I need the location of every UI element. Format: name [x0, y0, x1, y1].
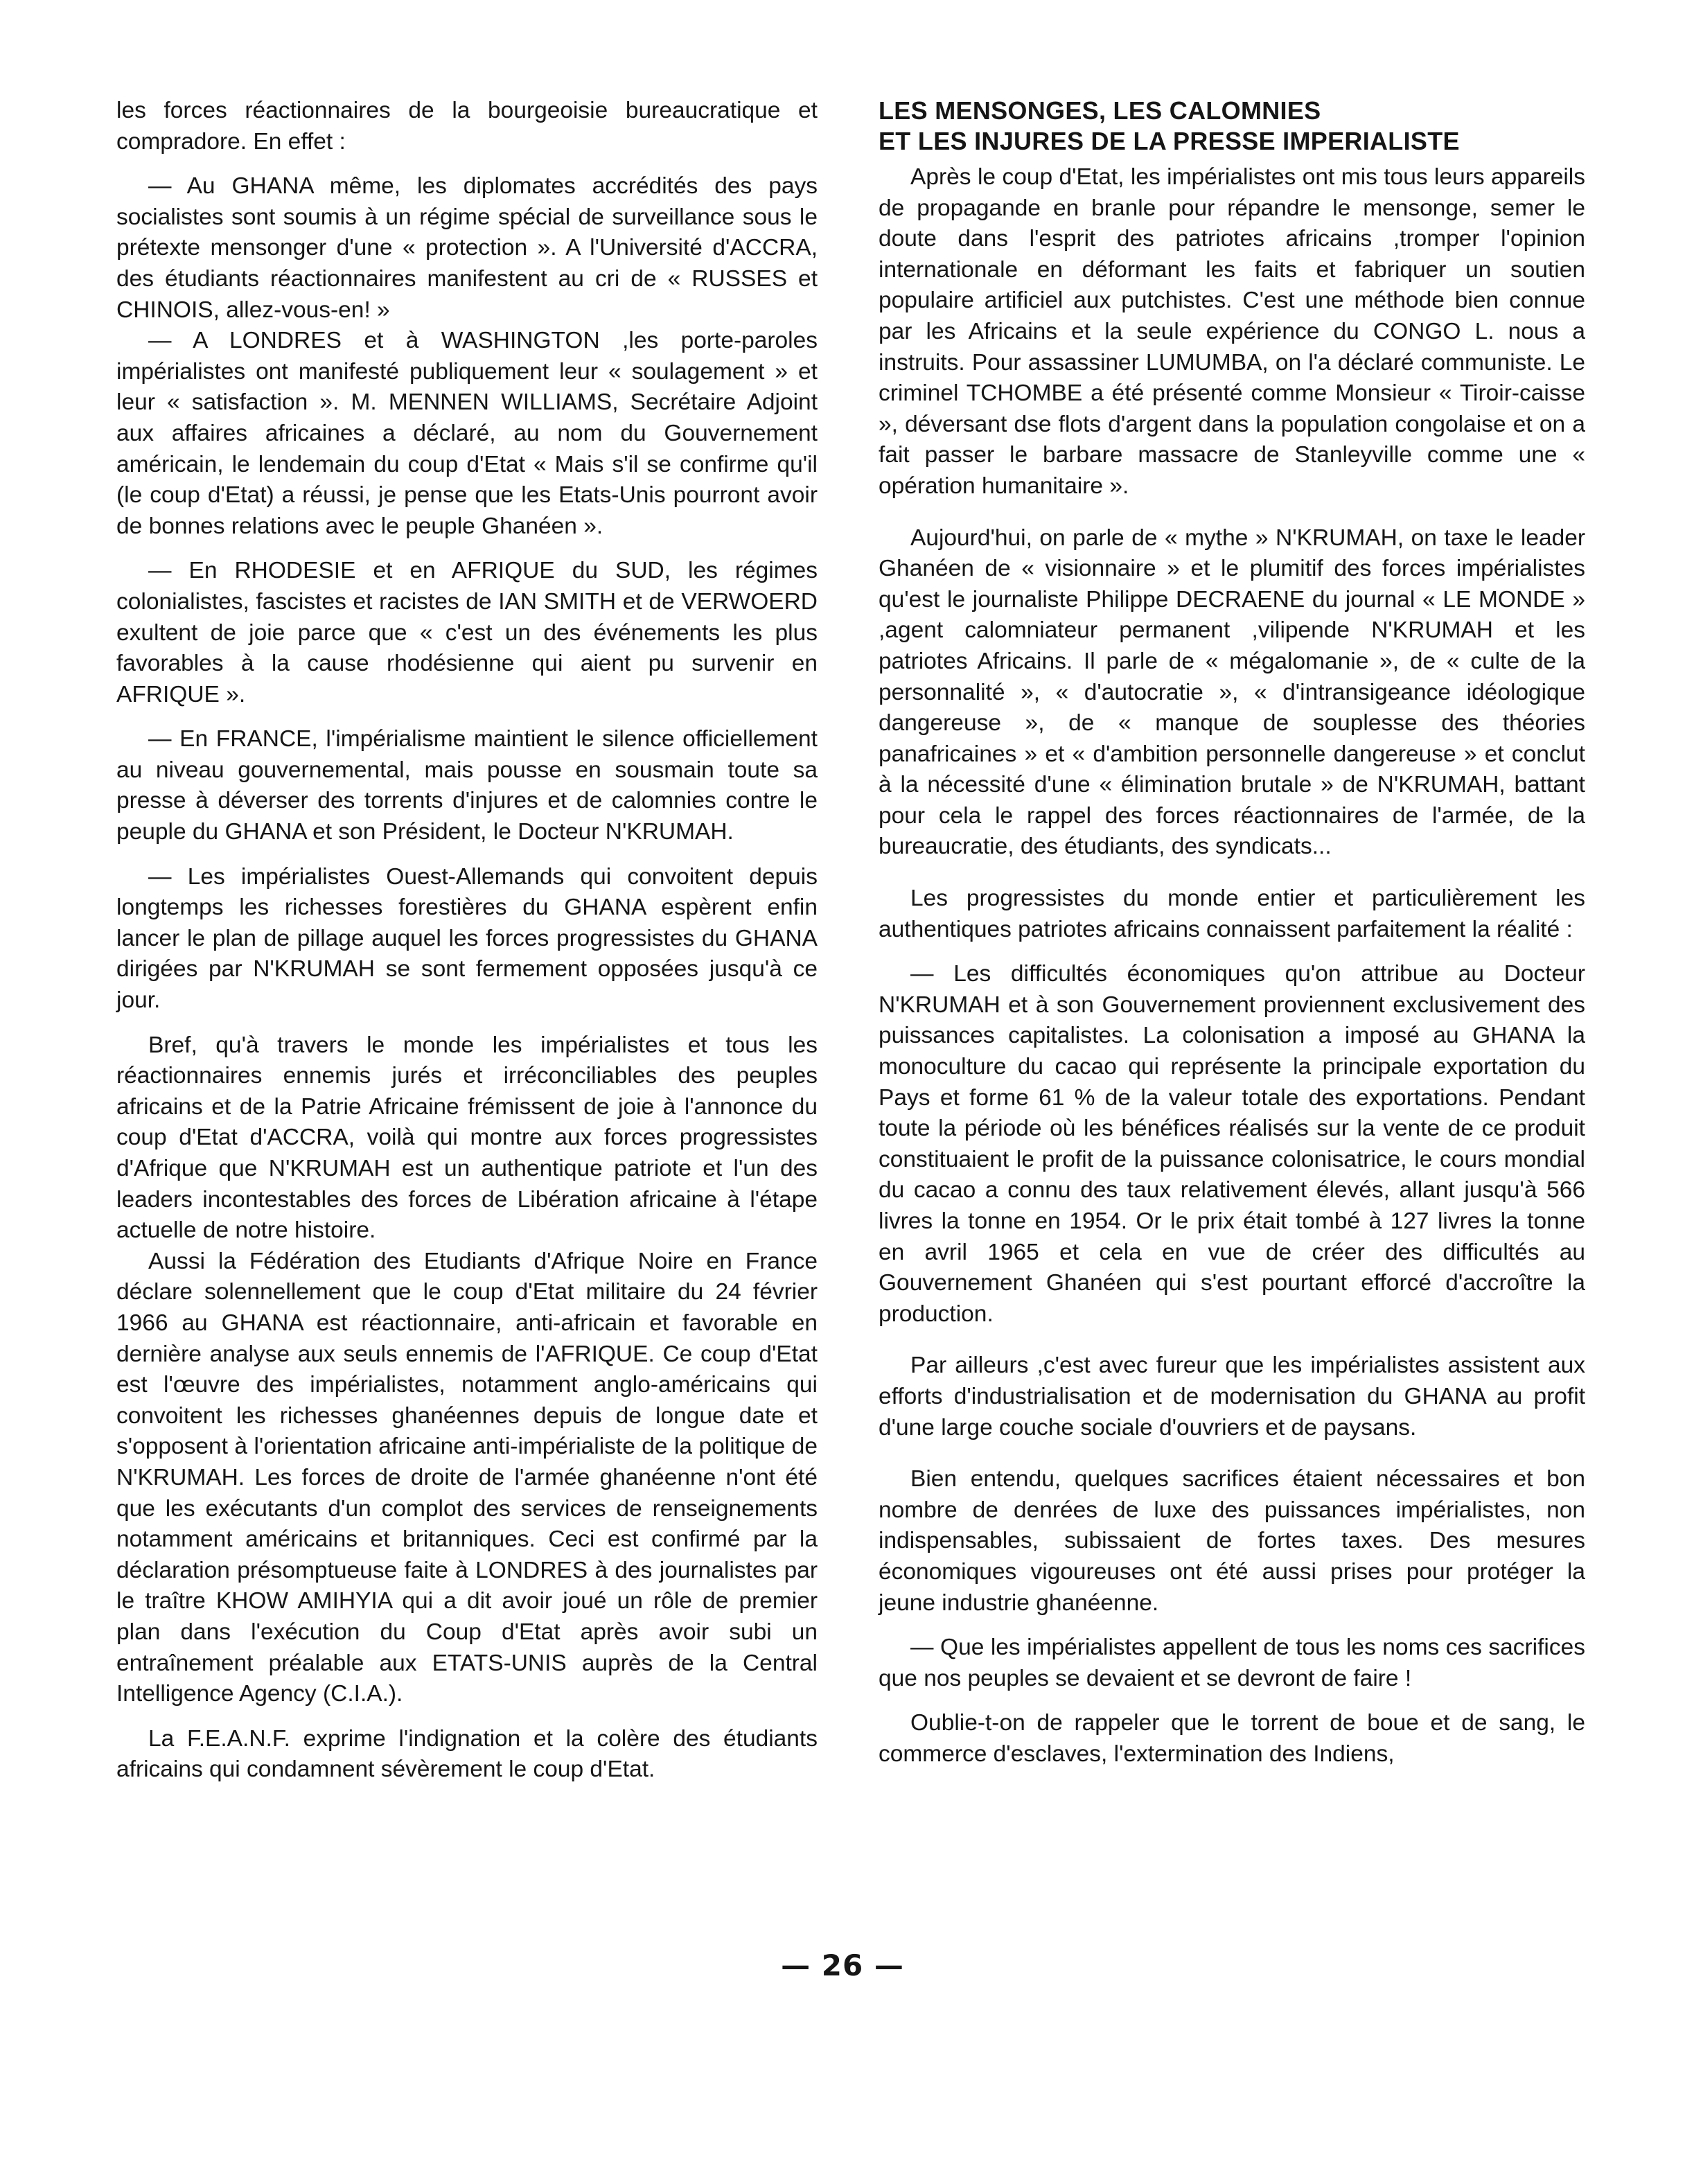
heading-line-2: ET LES INJURES DE LA PRESSE IMPERIALISTE: [879, 127, 1460, 155]
paragraph-propaganda: Après le coup d'Etat, les impérialistes ont mis tous leurs appareils de propagande en branle pour répandre le mensonge, semer le doute dans l'esprit des patriotes africains ,tromper l'opinion internationale en déformant les faits et fabriquer un soutien populaire artificiel aux putchistes. C'est une méthode bien connue par les Africains et la seule expérience du CONGO L. nous a instruits. Pour assassiner LUMUMBA, on l'a déclaré communiste. Le criminel TCHOMBE a été présenté comme Monsieur « Tiroir-caisse », déversant dse flots d'argent dans la population congolaise et on a fait passer le barbare massacre de Stanleyville comme une « opération humanitaire ».: [879, 164, 1585, 499]
paragraph-london-washington: — A LONDRES et à WASHINGTON ,les porte-paroles impérialistes ont manifesté publiquement leur « soulagement » et leur « satisfaction ». M. MENNEN WILLIAMS, Secrétaire Adjoint aux affaires africaines a déclaré, au nom du Gouvernement américain, le lendemain du coup d'Etat « Mais s'il se confirme qu'il (le coup d'Etat) a réussi, je pense que les Etats-Unis pourront avoir de bonnes relations avec le peuple Ghanéen ».: [116, 328, 818, 539]
right-column: [879, 96, 1585, 1770]
paragraph-oublie: Oublie-t-on de rappeler que le torrent de boue et de sang, le commerce d'esclaves, l'extermination des Indiens,: [879, 1710, 1585, 1767]
paragraph-progressistes: Les progressistes du monde entier et particulièrement les authentiques patriotes africains connaissent parfaitement la réalité :: [879, 886, 1585, 942]
paragraph-ghana: — Au GHANA même, les diplomates accrédités des pays socialistes sont soumis à un régime spécial de surveillance sous le prétexte mensonger d'une « protection ». A l'Université d'ACCRA, des étudiants réactionnaires manifestent au cri de « RUSSES et CHINOIS, allez-vous-en! »: [116, 173, 818, 323]
paragraph-continuation: les forces réactionnaires de la bourgeoisie bureaucratique et compradore. En effet :: [116, 98, 818, 155]
paragraph-feanf-declaration: Aussi la Fédération des Etudiants d'Afrique Noire en France déclare solennellement que le coup d'Etat militaire du 24 février 1966 au GHANA est réactionnaire, anti-africain et favorable en dernière analyse aux seuls ennemis de l'AFRIQUE. Ce coup d'Etat est l'œuvre des impérialistes, notamment anglo-américains qui convoitent les richesses ghanéennes depuis de longue date et s'opposent à l'orientation africaine anti-impérialiste de la politique de N'KRUMAH. Les forces de droite de l'armée ghanéenne n'ont été que les exécutants d'un complot des services de renseignements notamment américains et britanniques. Ceci est confirmé par la déclaration présomptueuse faite à LONDRES à des journalistes par le traître KHOW AMIHYIA qui a dit avoir joué un rôle de premier plan dans l'exécution du Coup d'Etat après avoir subi un entraînement préalable aux ETATS-UNIS auprès de la Central Intelligence Agency (C.I.A.).: [116, 1248, 818, 1707]
paragraph-industrialisation: Par ailleurs ,c'est avec fureur que les impérialistes assistent aux efforts d'industrialisation et de modernisation du GHANA au profit d'une large couche sociale d'ouvriers et de paysans.: [879, 1353, 1585, 1441]
paragraph-mythe: Aujourd'hui, on parle de « mythe » N'KRUMAH, on taxe le leader Ghanéen de « visionnaire » et le plumitif des forces impérialistes qu'est le journaliste Philippe DECRAENE du journal « LE MONDE » ,agent calomniateur permanent ,vilipende N'KRUMAH et les patriotes Africains. Il parle de « mégalomanie », de « culte de la personnalité », « d'autocratie », « d'intransigeance idéologique dangereuse », de « manque de souplesse des théories panafricaines » et « d'ambition personnelle dangereuse » et conclut à la nécessité d'une « élimination brutale » de N'KRUMAH, battant pour cela le rappel des forces réactionnaires de l'armée, de la bureaucratie, des étudiants, des syndicats...: [879, 525, 1585, 860]
paragraph-feanf-indignation: La F.E.A.N.F. exprime l'indignation et la colère des étudiants africains qui condamnent sévèrement le coup d'Etat.: [116, 1725, 818, 1783]
left-column: [116, 96, 818, 1786]
page-number: — 26 —: [781, 1948, 904, 1982]
heading-line-1: LES MENSONGES, LES CALOMNIES: [879, 96, 1321, 125]
paragraph-france: — En FRANCE, l'impérialisme maintient le silence officiellement au niveau gouvernemental, mais pousse en sousmain toute sa presse à déverser des torrents d'injures et de calomnies contre le peuple du GHANA et son Président, le Docteur N'KRUMAH.: [116, 726, 818, 845]
paragraph-noms: — Que les impérialistes appellent de tous les noms ces sacrifices que nos peuples se devaient et se devront de faire !: [879, 1635, 1585, 1691]
paragraph-rhodesia: — En RHODESIE et en AFRIQUE du SUD, les régimes colonialistes, fascistes et racistes de IAN SMITH et de VERWOERD exultent de joie parce que « c'est un des événements les plus favorables à la cause rhodésienne qui aient pu survenir en AFRIQUE ».: [116, 558, 818, 707]
paragraph-bref: Bref, qu'à travers le monde les impérialistes et tous les réactionnaires ennemis jurés et irréconciliables des peuples africains et de la Patrie Africaine frémissent de joie à l'annonce du coup d'Etat d'ACCRA, voilà qui montre aux forces progressistes d'Afrique que N'KRUMAH est un authentique patriote et l'un des leaders incontestables des forces de Libération africaine à l'étape actuelle de notre histoire.: [116, 1032, 818, 1244]
paragraph-sacrifices: Bien entendu, quelques sacrifices étaient nécessaires et bon nombre de denrées de luxe des puissances impérialistes, non indispensables, subissaient de fortes taxes. Des mesures économiques vigoureuses ont été aussi prises pour protéger la jeune industrie ghanéenne.: [879, 1466, 1585, 1616]
section-heading: [879, 96, 1585, 157]
paragraph-west-germany: — Les impérialistes Ouest-Allemands qui convoitent depuis longtemps les richesses forestières du GHANA espèrent enfin lancer le plan de pillage auquel les forces progressistes du GHANA dirigées par N'KRUMAH se sont fermement opposées jusqu'à ce jour.: [116, 863, 818, 1014]
paragraph-difficultes: — Les difficultés économiques qu'on attribue au Docteur N'KRUMAH et à son Gouvernement proviennent exclusivement des puissances capitalistes. La colonisation a imposé au GHANA la monoculture du cacao qui représente la principale exportation du Pays et forme 61 % de la valeur totale des exportations. Pendant toute la période où les bénéfices réalisés sur la vente de ce produit constituaient le profit de la puissance colonisatrice, le cours mondial du cacao a connu des taux relativement élevés, allant jusqu'à 566 livres la tonne en 1954. Or le prix était tombé à 127 livres la tonne en avril 1965 et cela en vue de créer des difficultés au Gouvernement Ghanéen qui s'est pourtant efforcé d'accroître la production.: [879, 961, 1585, 1327]
